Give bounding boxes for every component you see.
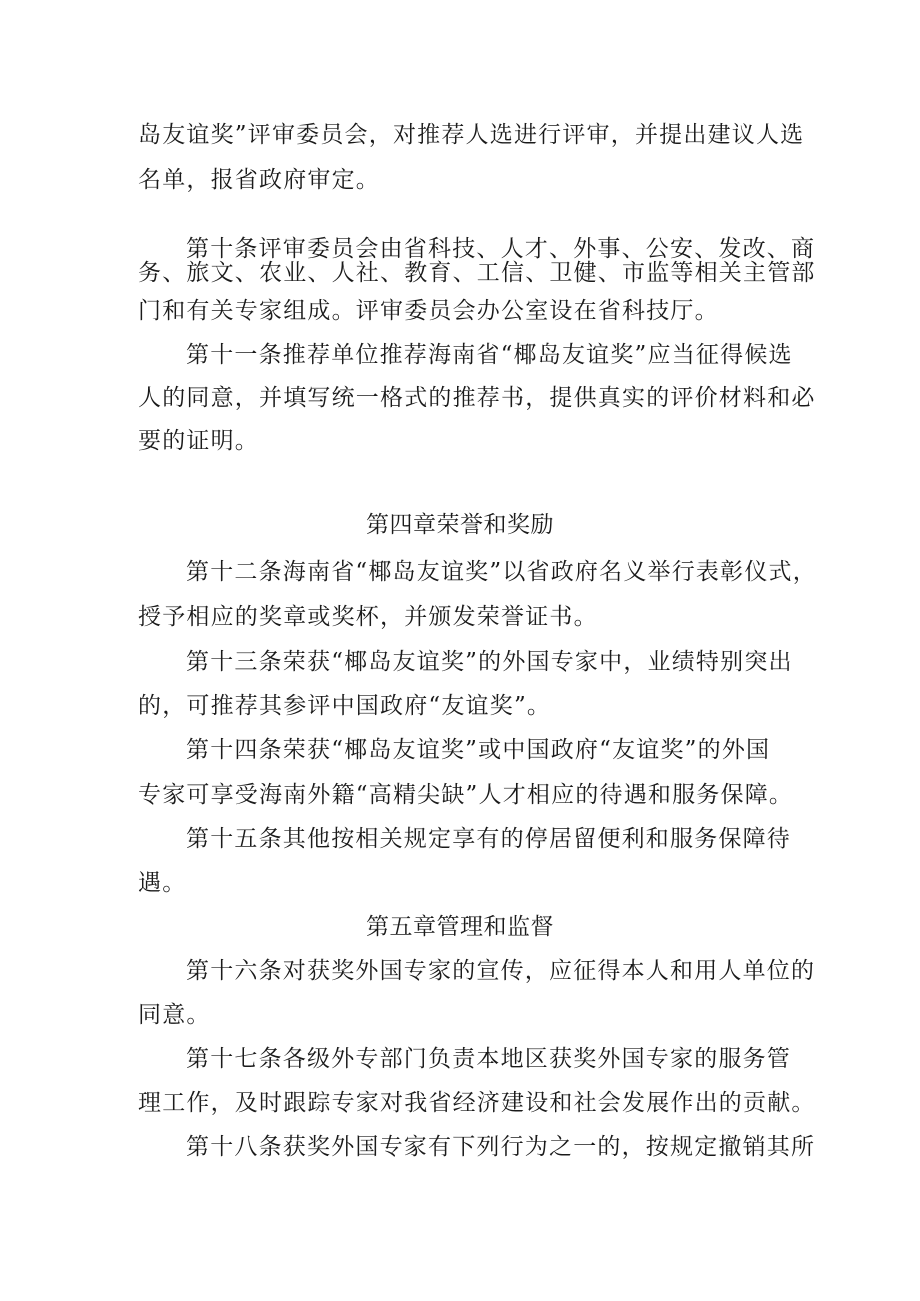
article-12-line: 第十二条海南省“椰岛友谊奖”以省政府名义举行表彰仪式， [186, 559, 817, 585]
article-14-line: 第十四条荣获“椰岛友谊奖”或中国政府“友谊奖”的外国 [186, 737, 771, 763]
text-line: 同意。 [138, 1002, 211, 1028]
article-16-line: 第十六条对获奖外国专家的宣传，应征得本人和用人单位的 [186, 958, 816, 984]
text-line: 专家可享受海南外籍“高精尖缺”人才相应的待遇和服务保障。 [138, 782, 794, 808]
article-17-line: 第十七条各级外专部门负责本地区获奖外国专家的服务管 [186, 1046, 791, 1072]
text-line: 务、旅文、农业、人社、教育、工信、卫健、市监等相关主管部 [138, 260, 816, 286]
text-line: 门和有关专家组成。评审委员会办公室设在省科技厅。 [138, 298, 719, 324]
article-10-line: 第十条评审委员会由省科技、人才、外事、公安、发改、商 [186, 236, 816, 262]
text-line: 岛友谊奖”评审委员会，对推荐人选进行评审，并提出建议人选 [138, 122, 805, 148]
text-line: 的，可推荐其参评中国政府“友谊奖”。 [138, 693, 552, 719]
chapter-4-heading: 第四章荣誉和奖励 [366, 512, 554, 538]
chapter-5-heading: 第五章管理和监督 [366, 914, 554, 940]
text-line: 遇。 [138, 870, 187, 896]
article-11-line: 第十一条推荐单位推荐海南省“椰岛友谊奖”应当征得候选 [186, 342, 793, 368]
text-line: 要的证明。 [138, 428, 259, 454]
article-18-line: 第十八条获奖外国专家有下列行为之一的，按规定撤销其所 [186, 1134, 816, 1160]
article-15-line: 第十五条其他按相关规定享有的停居留便利和服务保障待 [186, 826, 791, 852]
text-line: 人的同意，并填写统一格式的推荐书，提供真实的评价材料和必 [138, 385, 816, 411]
article-13-line: 第十三条荣获“椰岛友谊奖”的外国专家中，业绩特别突出 [186, 649, 793, 675]
text-line: 理工作，及时跟踪专家对我省经济建设和社会发展作出的贡献。 [138, 1090, 816, 1116]
text-line: 授予相应的奖章或奖杯，并颁发荣誉证书。 [138, 604, 598, 630]
text-line: 名单，报省政府审定。 [138, 167, 380, 193]
